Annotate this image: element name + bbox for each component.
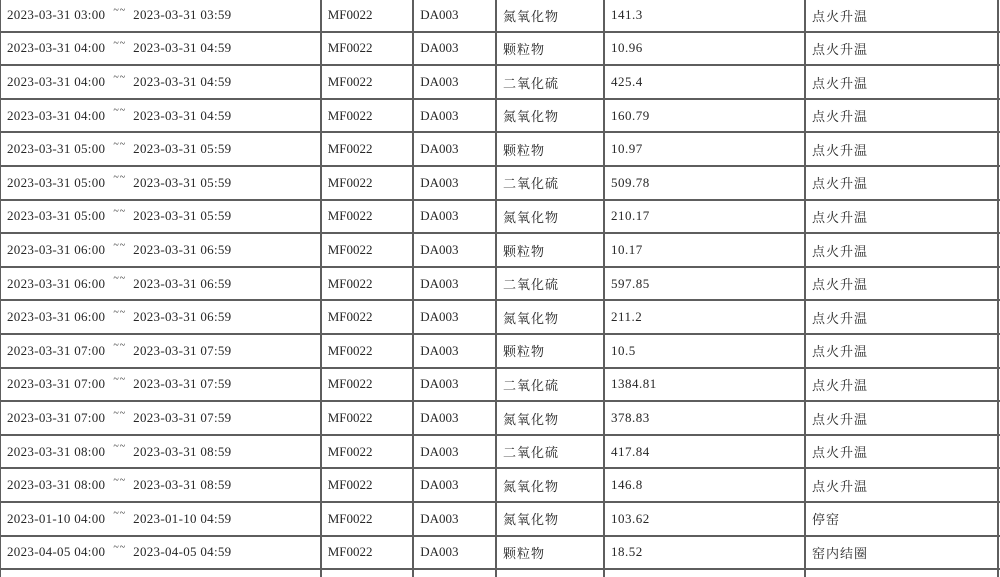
cell-outlet-code: DA003 <box>414 335 497 367</box>
cell-monitor-value: 417.84 <box>605 436 806 468</box>
cell-pollutant-name: 氮氧化物 <box>497 503 605 535</box>
cell-time-range <box>1 402 322 434</box>
cell-monitor-value: 1384.81 <box>605 369 806 401</box>
cell-monitor-value: 141.3 <box>605 0 806 31</box>
table-row <box>1 100 1000 134</box>
cell-monitor-value: 160.79 <box>605 100 806 132</box>
cell-outlet-code: DA003 <box>414 503 497 535</box>
table-row <box>1 503 1000 537</box>
cell-operating-status: 点火升温 <box>806 33 999 65</box>
cell-monitor-value: 10.96 <box>605 33 806 65</box>
cell-facility-code: MF0022 <box>322 503 415 535</box>
cell-facility-code: MF0022 <box>322 167 415 199</box>
cell-operating-status: 点火升温 <box>806 436 999 468</box>
cell-pollutant-name: 二氧化硫 <box>497 268 605 300</box>
cell-facility-code: MF0022 <box>322 335 415 367</box>
time-range-end: 2023-03-31 08:59 <box>133 477 232 493</box>
cell-outlet-code: DA003 <box>414 0 497 31</box>
cell-facility-code: MF0022 <box>322 133 415 165</box>
cell-facility-code: MF0022 <box>322 436 415 468</box>
time-range-start: 2023-03-31 04:00 <box>7 74 106 90</box>
time-range-separator: ~~ <box>113 4 127 16</box>
cell-outlet-code: DA003 <box>414 167 497 199</box>
cell-time-range <box>1 570 322 577</box>
time-range-end: 2023-03-31 06:59 <box>133 309 232 325</box>
cell-time-range <box>1 301 322 333</box>
cell-outlet-code: DA003 <box>414 201 497 233</box>
cell-outlet-code: DA003 <box>414 268 497 300</box>
cell-time-range <box>1 133 322 165</box>
cell-time-range <box>1 167 322 199</box>
time-range-end: 2023-03-31 07:59 <box>133 376 232 392</box>
cell-pollutant-name: 二氧化硫 <box>497 66 605 98</box>
table-row <box>1 469 1000 503</box>
cell-outlet-code: DA003 <box>414 369 497 401</box>
time-range-start: 2023-03-31 03:00 <box>7 7 106 23</box>
cell-operating-status: 点火升温 <box>806 234 999 266</box>
cell-operating-status: 点火升温 <box>806 201 999 233</box>
time-range-end: 2023-03-31 08:59 <box>133 443 232 459</box>
time-range-start: 2023-01-10 04:00 <box>7 510 106 526</box>
cell-operating-status: 窑内结圈 <box>806 537 999 569</box>
cell-facility-code: MF0022 <box>322 66 415 98</box>
cell-facility-code <box>322 570 415 577</box>
cell-facility-code: MF0022 <box>322 268 415 300</box>
cell-time-range <box>1 100 322 132</box>
cell-operating-status: 点火升温 <box>806 268 999 300</box>
time-range-separator: ~~ <box>113 441 127 453</box>
time-range-end: 2023-03-31 05:59 <box>133 174 232 190</box>
cell-facility-code: MF0022 <box>322 469 415 501</box>
time-range-start: 2023-03-31 05:00 <box>7 141 106 157</box>
cell-time-range <box>1 66 322 98</box>
cell-time-range <box>1 469 322 501</box>
cell-outlet-code <box>414 570 497 577</box>
table-row <box>1 335 1000 369</box>
table-row <box>1 301 1000 335</box>
cell-time-range <box>1 268 322 300</box>
time-range-end: 2023-03-31 03:59 <box>133 7 232 23</box>
cell-operating-status: 点火升温 <box>806 100 999 132</box>
cell-monitor-value: 509.78 <box>605 167 806 199</box>
table-row <box>1 369 1000 403</box>
cell-pollutant-name: 氮氧化物 <box>497 0 605 31</box>
cell-time-range <box>1 33 322 65</box>
time-range-start: 2023-03-31 04:00 <box>7 40 106 56</box>
time-range-separator: ~~ <box>113 105 127 117</box>
cell-pollutant-name: 二氧化硫 <box>497 369 605 401</box>
time-range-separator: ~~ <box>113 172 127 184</box>
cell-time-range <box>1 234 322 266</box>
cell-monitor-value: 18.52 <box>605 537 806 569</box>
cell-pollutant-name: 颗粒物 <box>497 133 605 165</box>
cell-monitor-value: 146.8 <box>605 469 806 501</box>
time-range-separator: ~~ <box>113 138 127 150</box>
cell-pollutant-name: 氮氧化物 <box>497 469 605 501</box>
time-range-separator: ~~ <box>113 474 127 486</box>
time-range-end: 2023-03-31 04:59 <box>133 40 232 56</box>
time-range-separator: ~~ <box>113 373 127 385</box>
time-range-start: 2023-03-31 06:00 <box>7 309 106 325</box>
cell-facility-code: MF0022 <box>322 201 415 233</box>
cell-outlet-code: DA003 <box>414 469 497 501</box>
cell-pollutant-name: 颗粒物 <box>497 33 605 65</box>
cell-monitor-value: 10.17 <box>605 234 806 266</box>
cell-monitor-value: 211.2 <box>605 301 806 333</box>
time-range-end: 2023-03-31 04:59 <box>133 74 232 90</box>
cell-operating-status: 点火升温 <box>806 402 999 434</box>
cell-outlet-code: DA003 <box>414 436 497 468</box>
cell-monitor-value: 10.97 <box>605 133 806 165</box>
cell-monitor-value: 10.5 <box>605 335 806 367</box>
cell-facility-code: MF0022 <box>322 537 415 569</box>
table-row <box>1 133 1000 167</box>
cell-time-range <box>1 369 322 401</box>
time-range-separator: ~~ <box>113 541 127 553</box>
table-row <box>1 0 1000 33</box>
time-range-start: 2023-03-31 08:00 <box>7 443 106 459</box>
cell-outlet-code: DA003 <box>414 33 497 65</box>
time-range-end: 2023-03-31 06:59 <box>133 275 232 291</box>
cell-monitor-value: 378.83 <box>605 402 806 434</box>
table-row <box>1 201 1000 235</box>
time-range-start: 2023-03-31 08:00 <box>7 477 106 493</box>
cell-pollutant-name <box>497 570 605 577</box>
time-range-separator: ~~ <box>113 273 127 285</box>
cell-monitor-value: 210.17 <box>605 201 806 233</box>
table-row <box>1 234 1000 268</box>
cell-facility-code: MF0022 <box>322 369 415 401</box>
time-range-end: 2023-03-31 07:59 <box>133 342 232 358</box>
time-range-start: 2023-03-31 07:00 <box>7 410 106 426</box>
cell-monitor-value: 597.85 <box>605 268 806 300</box>
time-range-end: 2023-01-10 04:59 <box>133 510 232 526</box>
time-range-end: 2023-03-31 07:59 <box>133 410 232 426</box>
table-row <box>1 268 1000 302</box>
cell-pollutant-name: 氮氧化物 <box>497 402 605 434</box>
time-range-separator: ~~ <box>113 508 127 520</box>
time-range-start: 2023-03-31 06:00 <box>7 275 106 291</box>
time-range-start: 2023-03-31 05:00 <box>7 174 106 190</box>
table-row-partial <box>1 570 1000 577</box>
cell-operating-status: 点火升温 <box>806 133 999 165</box>
time-range-end: 2023-03-31 04:59 <box>133 107 232 123</box>
cell-pollutant-name: 颗粒物 <box>497 234 605 266</box>
cell-operating-status: 点火升温 <box>806 167 999 199</box>
cell-time-range <box>1 0 322 31</box>
time-range-end: 2023-03-31 06:59 <box>133 242 232 258</box>
time-range-separator: ~~ <box>113 205 127 217</box>
table-row <box>1 436 1000 470</box>
cell-operating-status: 停窑 <box>806 503 999 535</box>
cell-time-range <box>1 436 322 468</box>
time-range-end: 2023-04-05 04:59 <box>133 544 232 560</box>
cell-outlet-code: DA003 <box>414 100 497 132</box>
table-row <box>1 402 1000 436</box>
time-range-start: 2023-03-31 06:00 <box>7 242 106 258</box>
time-range-separator: ~~ <box>113 407 127 419</box>
cell-operating-status: 点火升温 <box>806 0 999 31</box>
table-row <box>1 33 1000 67</box>
cell-facility-code: MF0022 <box>322 33 415 65</box>
cell-facility-code: MF0022 <box>322 100 415 132</box>
cell-operating-status: 点火升温 <box>806 369 999 401</box>
table-row <box>1 537 1000 571</box>
cell-pollutant-name: 氮氧化物 <box>497 201 605 233</box>
cell-monitor-value <box>605 570 806 577</box>
cell-time-range <box>1 537 322 569</box>
cell-outlet-code: DA003 <box>414 537 497 569</box>
cell-time-range <box>1 335 322 367</box>
cell-pollutant-name: 颗粒物 <box>497 335 605 367</box>
cell-outlet-code: DA003 <box>414 402 497 434</box>
cell-monitor-value: 103.62 <box>605 503 806 535</box>
time-range-separator: ~~ <box>113 306 127 318</box>
cell-outlet-code: DA003 <box>414 301 497 333</box>
cell-outlet-code: DA003 <box>414 234 497 266</box>
cell-operating-status: 点火升温 <box>806 301 999 333</box>
time-range-separator: ~~ <box>113 37 127 49</box>
time-range-start: 2023-03-31 04:00 <box>7 107 106 123</box>
cell-pollutant-name: 二氧化硫 <box>497 167 605 199</box>
cell-operating-status: 点火升温 <box>806 469 999 501</box>
cell-facility-code: MF0022 <box>322 234 415 266</box>
cell-time-range <box>1 201 322 233</box>
time-range-start: 2023-03-31 05:00 <box>7 208 106 224</box>
time-range-separator: ~~ <box>113 239 127 251</box>
cell-facility-code: MF0022 <box>322 402 415 434</box>
time-range-start: 2023-03-31 07:00 <box>7 342 106 358</box>
cell-pollutant-name: 氮氧化物 <box>497 100 605 132</box>
time-range-start: 2023-03-31 07:00 <box>7 376 106 392</box>
time-range-end: 2023-03-31 05:59 <box>133 208 232 224</box>
cell-operating-status <box>806 570 999 577</box>
time-range-separator: ~~ <box>113 340 127 352</box>
cell-facility-code: MF0022 <box>322 301 415 333</box>
cell-time-range <box>1 503 322 535</box>
table-row <box>1 66 1000 100</box>
cell-facility-code: MF0022 <box>322 0 415 31</box>
cell-pollutant-name: 氮氧化物 <box>497 301 605 333</box>
cell-operating-status: 点火升温 <box>806 66 999 98</box>
time-range-separator: ~~ <box>113 71 127 83</box>
time-range-start: 2023-04-05 04:00 <box>7 544 106 560</box>
cell-outlet-code: DA003 <box>414 133 497 165</box>
cell-pollutant-name: 二氧化硫 <box>497 436 605 468</box>
cell-monitor-value: 425.4 <box>605 66 806 98</box>
cell-pollutant-name: 颗粒物 <box>497 537 605 569</box>
table-row <box>1 167 1000 201</box>
cell-outlet-code: DA003 <box>414 66 497 98</box>
cell-operating-status: 点火升温 <box>806 335 999 367</box>
time-range-end: 2023-03-31 05:59 <box>133 141 232 157</box>
